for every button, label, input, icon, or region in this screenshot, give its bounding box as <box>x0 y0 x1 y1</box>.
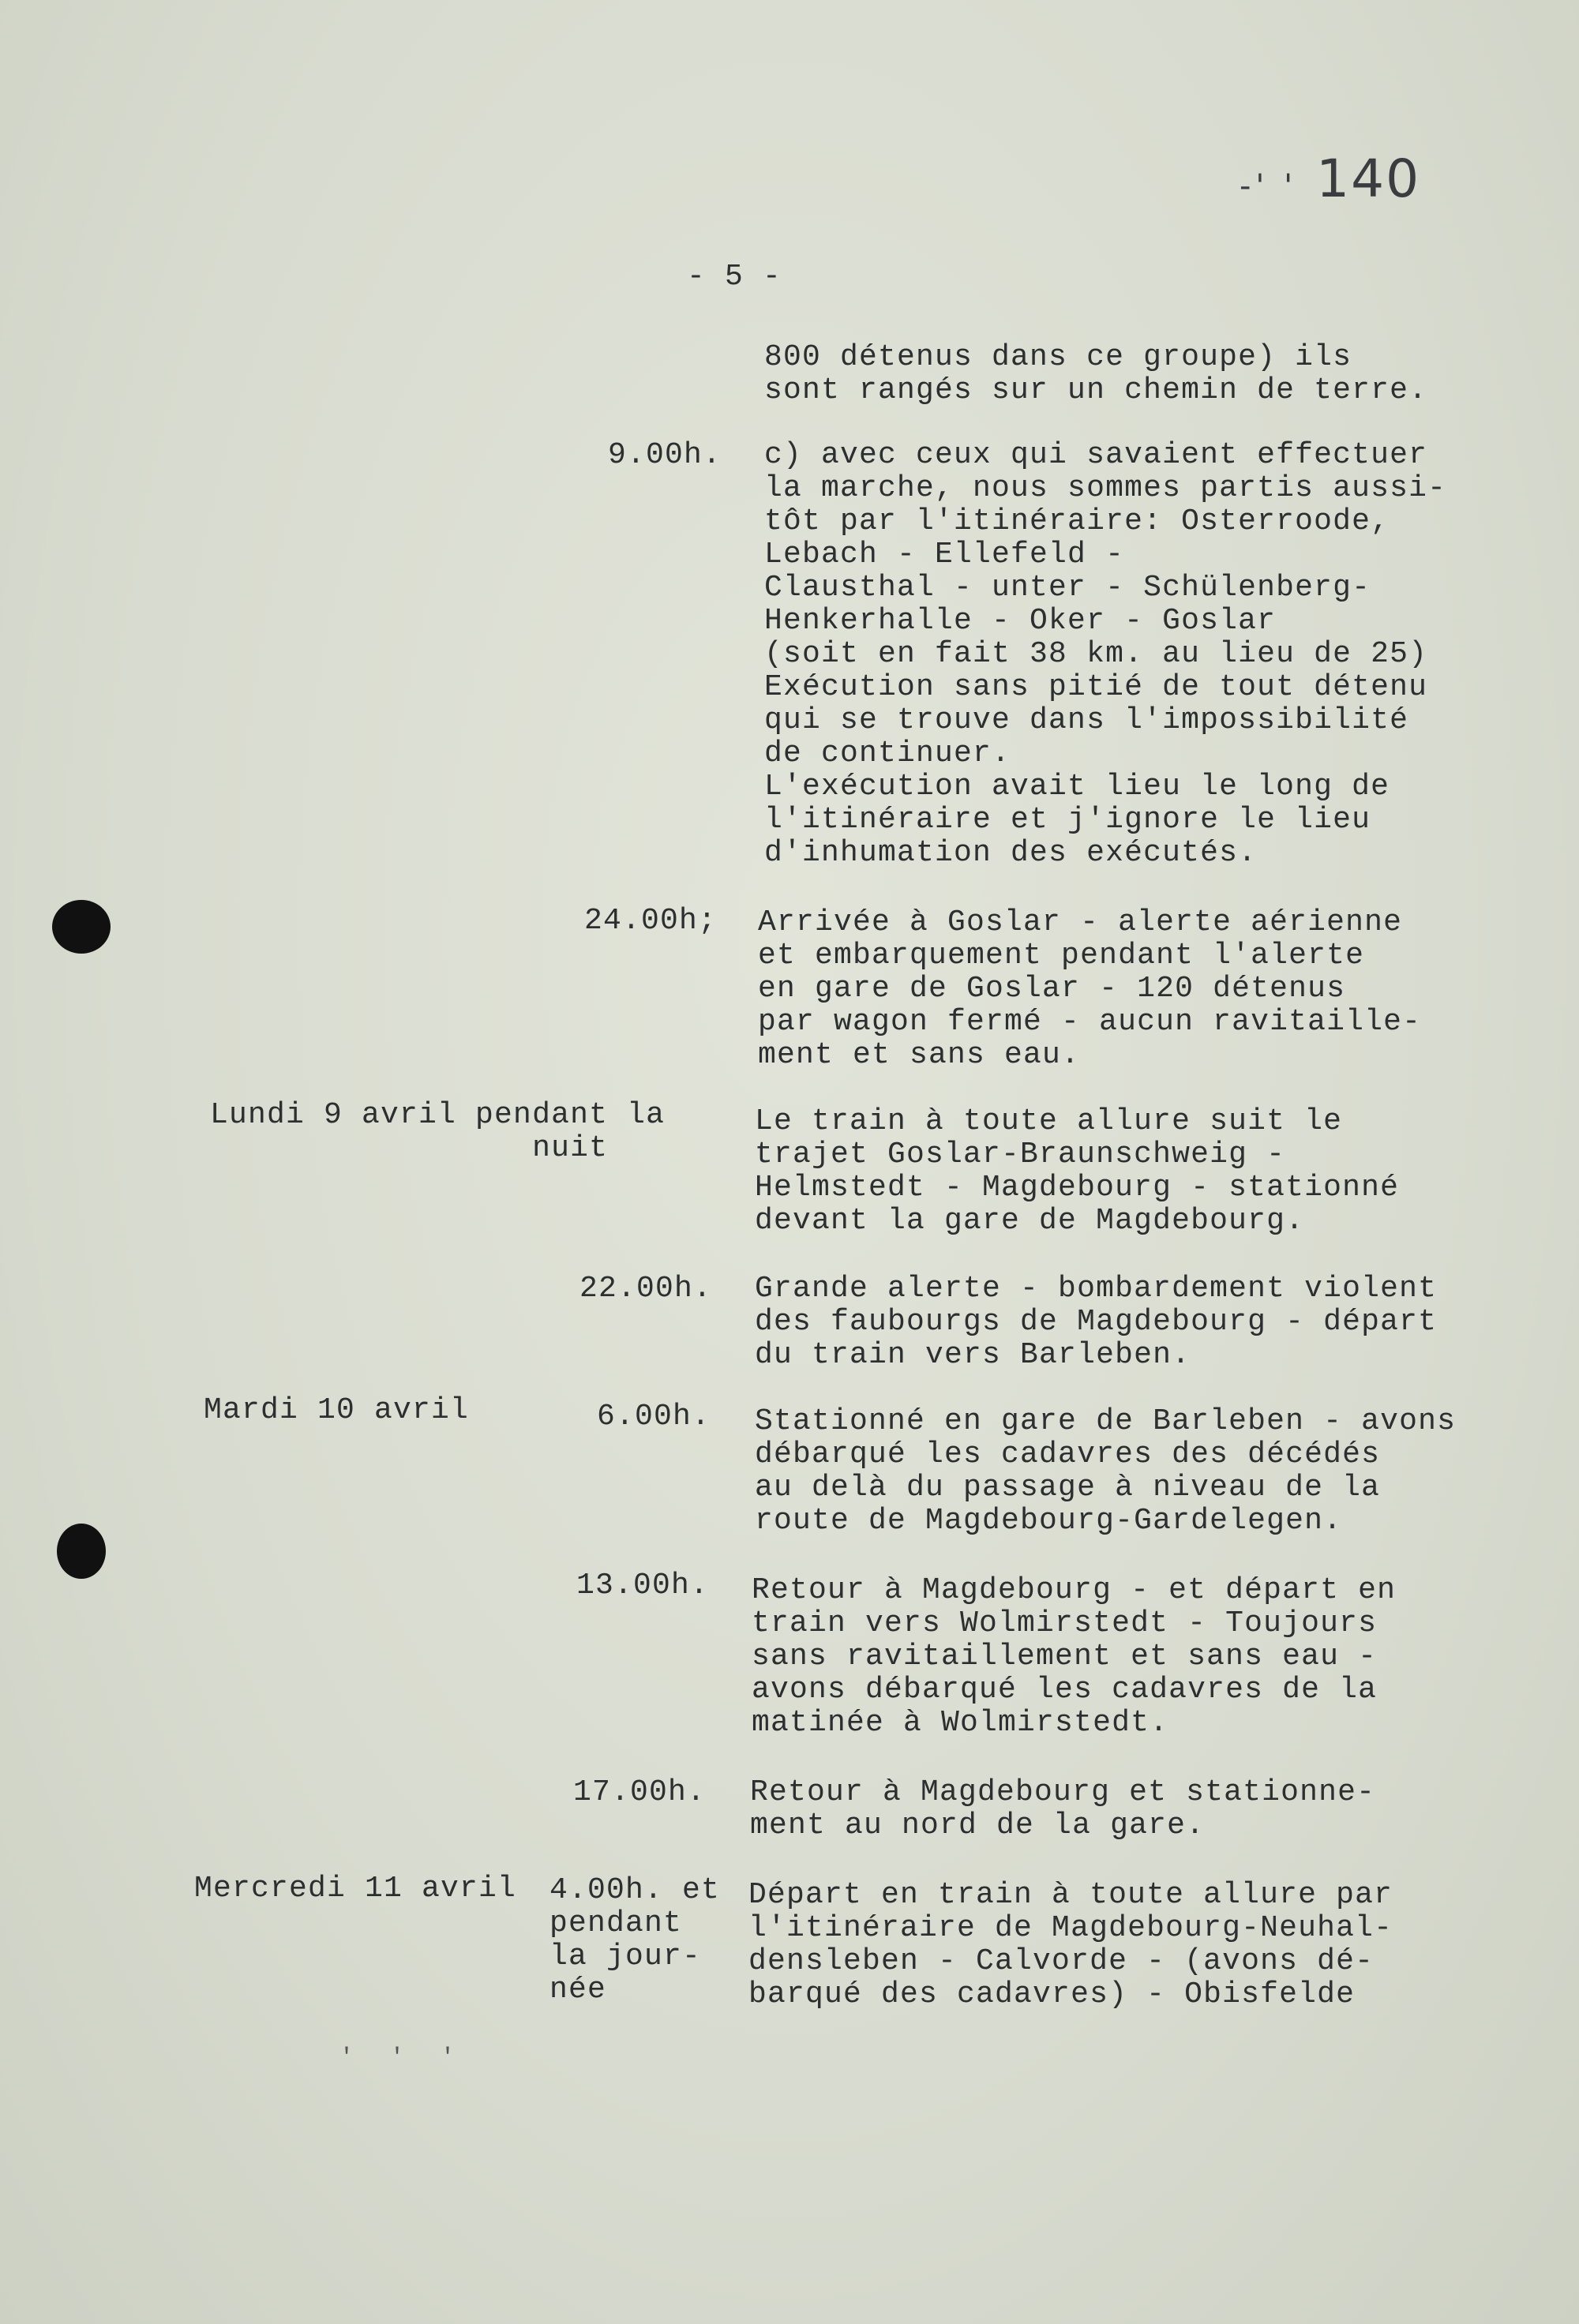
trailing-marks: ' ' ' <box>339 2045 467 2071</box>
entry-3-text: Le train à toute allure suit le trajet Goslar-Braunschweig - Helmstedt - Magdebourg - stationné devant la gare de Magdebourg. <box>755 1104 1400 1238</box>
entry-6-time: 13.00h. <box>576 1569 710 1602</box>
entry-5-text: Stationné en gare de Barleben - avons débarqué les cadavres des décédés au delà du passage à niveau de la route de Magdebourg-Gardelegen. <box>755 1404 1457 1538</box>
entry-2-time: 24.00h; <box>584 904 718 938</box>
entry-4-text: Grande alerte - bombardement violent des faubourgs de Magdebourg - départ du train vers Barleben. <box>755 1272 1438 1372</box>
page-number: - 5 - <box>687 260 782 294</box>
punch-hole-bottom <box>57 1524 106 1579</box>
archive-page-stamp: -' ' 140 <box>1240 148 1421 209</box>
entry-1-text: c) avec ceux qui savaient effectuer la marche, nous sommes partis aussi- tôt par l'itinéraire: Osterroode, Lebach - Ellefeld - Clausthal - unter - Schülenberg- Henkerhalle - Oker - Goslar (soit en fait 38 km. au lieu de 25) Exécution sans pitié de tout détenu qui se trouve dans l'impossibilité de continuer. L'exécution avait lieu le long de l'itinéraire et j'ignore le lieu d'inhumation des exécutés. <box>764 438 1447 870</box>
entry-2-text: Arrivée à Goslar - alerte aérienne et embarquement pendant l'alerte en gare de Goslar - 120 détenus par wagon fermé - aucun ravitaille- ment et sans eau. <box>758 905 1422 1072</box>
entry-8-time: 4.00h. et pendant la jour- née <box>549 1873 721 2007</box>
entry-1-time: 9.00h. <box>608 438 722 472</box>
entry-4-time: 22.00h. <box>579 1272 713 1306</box>
entry-3-day: Lundi 9 avril pendant la nuit <box>210 1098 666 1165</box>
entry-8-day: Mercredi 11 avril <box>194 1872 517 1906</box>
entry-7-text: Retour à Magdebourg et stationne- ment au nord de la gare. <box>750 1775 1376 1842</box>
entry-0-text: 800 détenus dans ce groupe) ils sont rangés sur un chemin de terre. <box>764 340 1428 407</box>
entry-7-time: 17.00h. <box>573 1775 707 1809</box>
entry-6-text: Retour à Magdebourg - et départ en train vers Wolmirstedt - Toujours sans ravitaillement et sans eau - avons débarqué les cadavres de la matinée à Wolmirstedt. <box>752 1573 1397 1740</box>
entry-8-text: Départ en train à toute allure par l'itinéraire de Magdebourg-Neuhal- densleben - Calvorde - (avons dé- barqué des cadavres) - Obisfelde <box>748 1878 1393 2011</box>
entry-5-day: Mardi 10 avril <box>204 1393 470 1427</box>
punch-hole-top <box>52 900 111 954</box>
entry-5-time: 6.00h. <box>597 1400 711 1434</box>
